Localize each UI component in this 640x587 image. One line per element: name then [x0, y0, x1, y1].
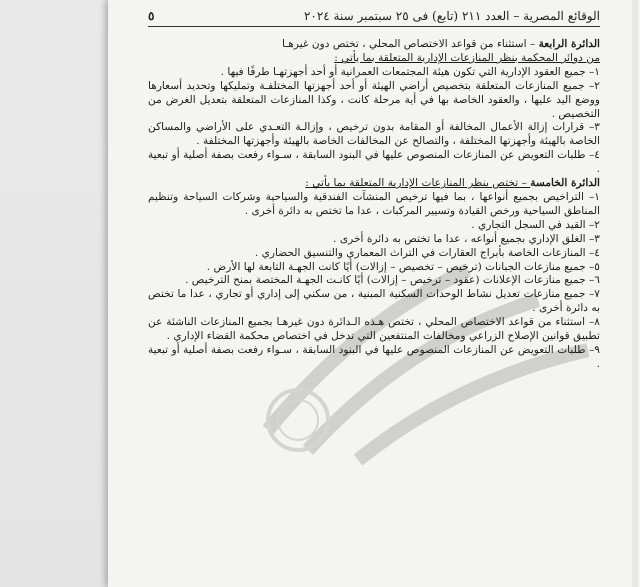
paragraph: [148, 288, 600, 316]
paragraph: [148, 177, 600, 191]
page-number: ٥: [148, 9, 155, 23]
paragraph: [148, 191, 600, 219]
paragraph: [148, 121, 600, 149]
paragraph-text: – استثناء من قواعد الاختصاص المحلي ، تختص دون غيرهـا: [281, 38, 539, 50]
paragraph: [148, 66, 600, 80]
paragraph-text: ٧– جميع منازعات تعديل نشاط الوحدات السكنية المبنية ، من سكني إلى إداري أو تجاري ، عدا ما تختص به دائرة أخرى .: [148, 288, 600, 315]
paragraph-text: ١– التراخيص بجميع أنواعها ، بما فيها ترخيص المنشآت الفندقية والسياحية وشركات السياحة وتنظيم المناطق السياحية ورخص القيادة وتسيير المركبات ، عدا ما تختص به دائرة أخرى .: [148, 190, 600, 217]
page-header: [148, 6, 600, 27]
paragraph: [148, 261, 600, 275]
paragraph-text: ٤– المنازعات الخاصة بأبراج العقارات في التراث المعماري والتنسيق الحضاري .: [254, 246, 600, 259]
paragraph-text: ٢– جميع المنازعات المتعلقة بتخصيص أراضي الهيئة أو أحد أجهزتها المختلفـة وتمليكها وتحديد أسعارها ووضع اليد عليها ، والعقود الخاصة بها في أية مرحلة كانت ، وكذا المنازعات المتعلقة بتعديل الغرض من التخصيص .: [148, 79, 600, 120]
paragraph-text: – تختص بنظر المنازعات الإدارية المتعلقة بما يأتي :: [305, 177, 531, 190]
paragraph-text: ١– جميع العقود الإدارية التي تكون هيئة المجتمعات العمرانية أو أحد أجهزتهـا طرفًا فيها .: [220, 65, 600, 78]
paragraph: [148, 344, 600, 372]
paragraph: [148, 38, 600, 52]
scrollbar[interactable]: [632, 0, 638, 587]
paragraph-text: من دوائر المحكمة بنظر المنازعات الإدارية المتعلقة بما يأتي :: [334, 51, 600, 64]
paragraph: [148, 52, 600, 66]
document-page: [108, 0, 640, 587]
paragraph-text: ٤– طلبات التعويض عن المنازعات المنصوص عليها في البنود السابقة ، سـواء رفعت بصفة أصلية أو تبعية .: [148, 149, 600, 176]
paragraph: [148, 274, 600, 288]
section-heading: الدائرة الخامسة: [530, 177, 600, 190]
paragraph-text: ٢– القيد في السجل التجاري .: [471, 218, 600, 231]
section-heading: الدائرة الرابعة: [538, 38, 600, 50]
header-title: الوقائع المصرية – العدد ٢١١ (تابع) فى ٢٥ سبتمبر سنة ٢٠٢٤: [303, 9, 600, 23]
paragraph: [148, 80, 600, 122]
paragraph-text: ٥– جميع منازعات الجبانات (ترخيص – تخصيص – إزالات) أيًا كانت الجهـة التابعة لها الأرض .: [206, 260, 600, 273]
paragraph-text: ٣– قرارات إزالة الأعمال المخالفة أو المقامة بدون ترخيص ، وإزالـة التعـدي على الأراضي والمساكن الخاصة بالهيئة وأجهزتها المختلفة ، والتصالح عن المخالفات الخاصة بالهيئة وأجهزتها المختلفة .: [148, 121, 600, 148]
paragraph: [148, 219, 600, 233]
document-body: [148, 38, 600, 372]
paragraph-text: ٣– الغلق الإداري بجميع أنواعه ، عدا ما تختص به دائرة أخرى .: [333, 232, 600, 245]
paragraph: [148, 316, 600, 344]
paragraph-text: ٦– جميع منازعات الإعلانات (عقود – ترخيص – إزالات) أيًا كانـت الجهـة المختصة بمنح الترخيص .: [185, 274, 600, 287]
paragraph: [148, 247, 600, 261]
paragraph: [148, 149, 600, 177]
paragraph-text: ٨– استثناء من قواعد الاختصاص المحلي ، تختص هـذه الـدائرة دون غيرهـا بجميع المنازعات الناشئة عن تطبيق قوانين الإصلاح الزراعي ومخالفات المنتفعين التي تدخل في اختصاص محكمة القضاء الإداري .: [148, 316, 600, 343]
paragraph-text: ٩– طلبات التعويض عن المنازعات المنصوص عليها في البنود السابقة ، سـواء رفعت بصفة أصلية أو تبعية .: [148, 343, 600, 370]
paragraph: [148, 233, 600, 247]
